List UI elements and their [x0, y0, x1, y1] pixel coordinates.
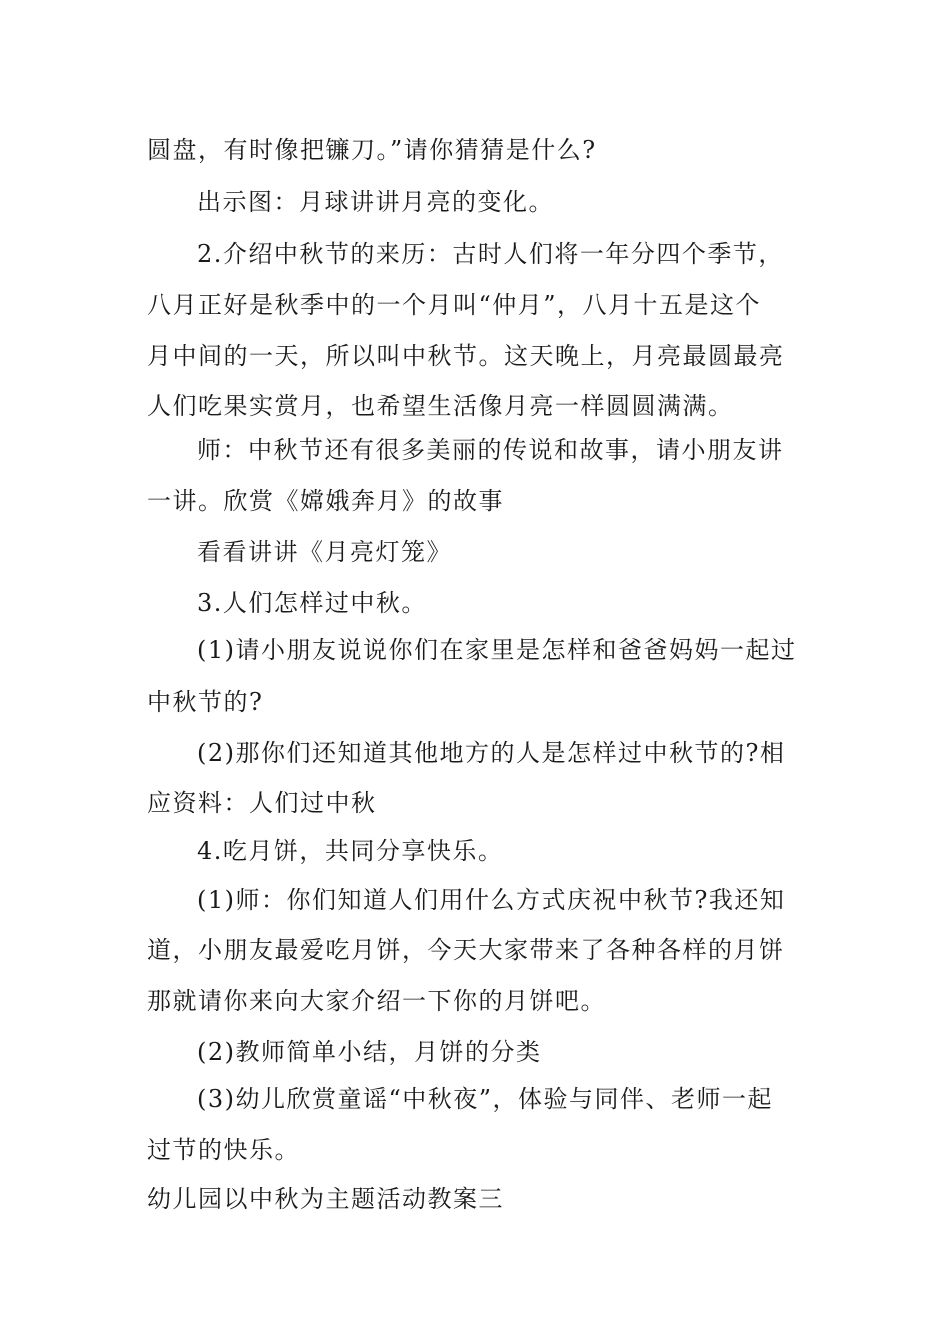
text-line: 一讲。欣赏《嫦娥奔月》的故事	[147, 487, 504, 515]
text-line: 八月正好是秋季中的一个月叫“仲月”，八月十五是这个	[147, 291, 762, 319]
section-heading: 幼儿园以中秋为主题活动教案三	[147, 1185, 504, 1213]
text-line: 看看讲讲《月亮灯笼》	[197, 538, 452, 566]
text-line: 4.吃月饼，共同分享快乐。	[197, 837, 504, 865]
text-line: 人们吃果实赏月，也希望生活像月亮一样圆圆满满。	[147, 392, 734, 420]
text-line: 中秋节的?	[147, 688, 264, 716]
text-line: (1)请小朋友说说你们在家里是怎样和爸爸妈妈一起过	[197, 636, 797, 664]
text-line: 圆盘，有时像把镰刀。”请你猜猜是什么?	[147, 136, 597, 164]
text-line: (2)那你们还知道其他地方的人是怎样过中秋节的?相	[197, 739, 786, 767]
text-line: 3.人们怎样过中秋。	[197, 589, 427, 617]
text-line: (2)教师简单小结，月饼的分类	[197, 1038, 542, 1066]
text-line: 出示图：月球讲讲月亮的变化。	[197, 188, 554, 216]
text-line: 师：中秋节还有很多美丽的传说和故事，请小朋友讲	[197, 436, 784, 464]
text-line: 道，小朋友最爱吃月饼，今天大家带来了各种各样的月饼	[147, 936, 785, 964]
text-line: 月中间的一天，所以叫中秋节。这天晚上，月亮最圆最亮	[147, 342, 785, 370]
text-line: 应资料：人们过中秋	[147, 789, 377, 817]
text-line: 过节的快乐。	[147, 1136, 300, 1164]
text-line: 那就请你来向大家介绍一下你的月饼吧。	[147, 987, 606, 1015]
text-line: 2.介绍中秋节的来历：古时人们将一年分四个季节，	[197, 240, 784, 268]
text-line: (3)幼儿欣赏童谣“中秋夜”，体验与同伴、老师一起	[197, 1085, 774, 1113]
text-line: (1)师：你们知道人们用什么方式庆祝中秋节?我还知	[197, 886, 786, 914]
